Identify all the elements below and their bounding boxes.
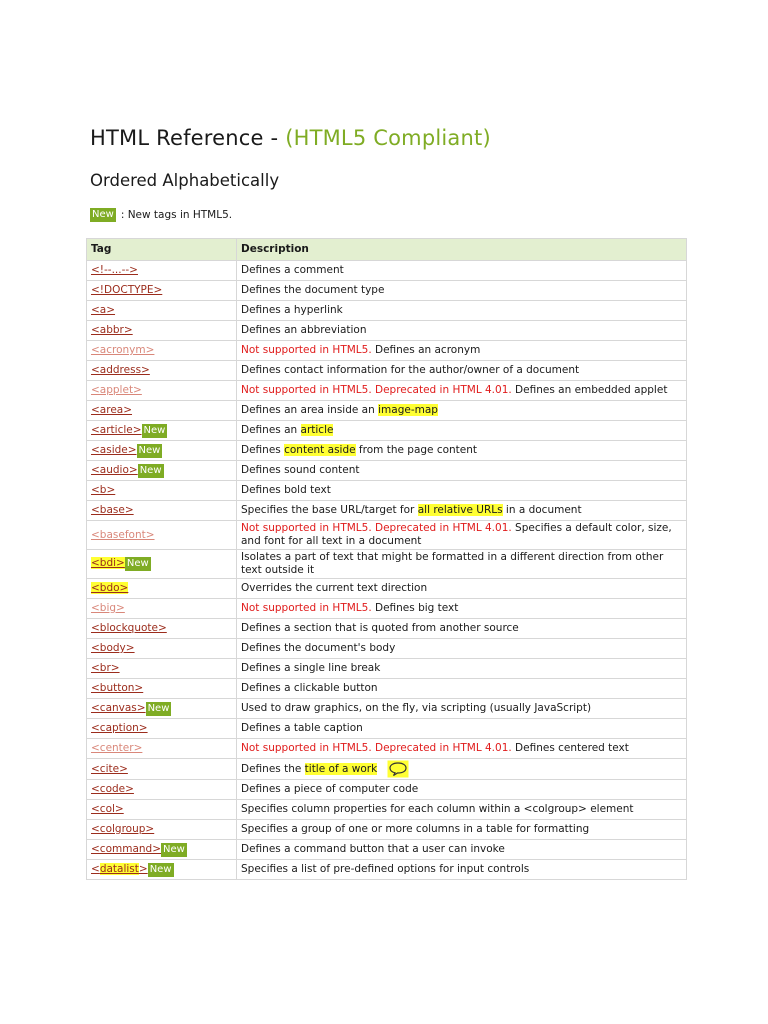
tag-cell (87, 501, 237, 521)
table-row (87, 521, 687, 550)
table-row (87, 361, 687, 381)
table-row (87, 261, 687, 281)
new-badge: New (149, 863, 172, 875)
table-row (87, 659, 687, 679)
description-cell (237, 579, 687, 599)
description-cell (237, 501, 687, 521)
table-row (87, 800, 687, 820)
tag-link[interactable]: <abbr> (91, 324, 133, 336)
description-cell (237, 719, 687, 739)
tag-link[interactable]: <bdo> (91, 582, 129, 594)
description-text: Defines sound content (241, 464, 360, 476)
table-row (87, 441, 687, 461)
description-cell (237, 840, 687, 860)
page-title-accent: (HTML5 Compliant) (285, 126, 491, 150)
tag-link[interactable]: <article> (91, 423, 142, 436)
description-text: Specifies a list of pre-defined options for input controls (241, 863, 530, 875)
tag-cell (87, 639, 237, 659)
table-row (87, 679, 687, 699)
description-text: Defines big text (371, 602, 459, 614)
tag-cell (87, 301, 237, 321)
new-badge: New (163, 843, 185, 855)
support-warning: Not supported in HTML5. Deprecated in HTML 4.01. (241, 384, 512, 396)
description-text: Defines (241, 444, 285, 456)
support-warning: Not supported in HTML5. Deprecated in HTML 4.01. (241, 522, 512, 534)
table-row (87, 501, 687, 521)
tag-cell (87, 550, 237, 579)
description-cell (237, 599, 687, 619)
description-text: Defines contact information for the author/owner of a document (241, 364, 580, 376)
description-cell (237, 759, 687, 780)
new-badge: New (143, 424, 166, 436)
tag-link[interactable]: <base> (91, 504, 134, 516)
table-row (87, 699, 687, 719)
tag-cell (87, 281, 237, 301)
legend-text: : New tags in HTML5. (120, 209, 233, 221)
new-badge: New (92, 209, 114, 220)
highlighted-link[interactable]: article (300, 424, 334, 436)
support-warning: Not supported in HTML5. Deprecated in HTML 4.01. (241, 742, 512, 754)
highlighted-link[interactable]: content aside (284, 444, 356, 456)
tag-link[interactable]: <!DOCTYPE> (91, 284, 163, 296)
tag-cell (87, 699, 237, 719)
tag-link-highlight: datalist (99, 862, 139, 875)
table-row (87, 820, 687, 840)
description-text: Defines an acronym (371, 344, 481, 356)
tag-cell (87, 441, 237, 461)
description-cell (237, 699, 687, 719)
description-text: Defines a clickable button (241, 682, 378, 694)
tag-link[interactable]: <button> (91, 682, 144, 694)
description-text: Isolates a part of text that might be formatted in a different direction from other text outside it (241, 551, 664, 576)
tag-link[interactable]: <body> (91, 642, 135, 654)
tag-cell (87, 321, 237, 341)
description-text: Defines a single line break (241, 662, 381, 674)
tag-link[interactable]: <center> (91, 742, 143, 754)
tag-cell (87, 341, 237, 361)
table-row (87, 321, 687, 341)
description-cell (237, 421, 687, 441)
tag-cell (87, 361, 237, 381)
table-row (87, 401, 687, 421)
description-text: Defines an area inside an (241, 404, 379, 416)
table-row (87, 739, 687, 759)
table-row (87, 281, 687, 301)
description-text: Defines a piece of computer code (241, 783, 419, 795)
tag-cell (87, 800, 237, 820)
tag-cell (87, 481, 237, 501)
table-row (87, 461, 687, 481)
description-cell (237, 800, 687, 820)
table-row (87, 301, 687, 321)
table-row (87, 421, 687, 441)
description-cell (237, 639, 687, 659)
description-text: Defines an (241, 424, 301, 436)
tag-link[interactable]: <acronym> (91, 344, 155, 356)
table-row (87, 860, 687, 880)
description-text: Defines a table caption (241, 722, 363, 734)
description-text: Defines an abbreviation (241, 324, 367, 336)
tag-link[interactable]: <command> (91, 842, 162, 855)
tag-link[interactable]: <area> (91, 404, 133, 416)
page-title (90, 126, 491, 150)
description-cell (237, 860, 687, 880)
description-cell (237, 441, 687, 461)
description-cell (237, 679, 687, 699)
description-cell (237, 361, 687, 381)
page-title-main: HTML Reference - (90, 126, 286, 150)
description-text: from the page content (355, 444, 478, 456)
table-row (87, 759, 687, 780)
tag-cell (87, 521, 237, 550)
description-text: Overrides the current text direction (241, 582, 428, 594)
description-text: Defines a command button that a user can invoke (241, 843, 505, 855)
description-cell (237, 481, 687, 501)
new-badge: New (139, 464, 162, 476)
new-tags-legend (90, 208, 232, 222)
tag-link[interactable]: <colgroup> (91, 823, 155, 835)
description-text: Defines the document type (241, 284, 385, 296)
description-cell (237, 301, 687, 321)
tag-link[interactable]: <!--...--> (91, 264, 138, 276)
tag-cell (87, 719, 237, 739)
support-warning: Not supported in HTML5. (241, 602, 372, 614)
description-cell (237, 461, 687, 481)
tag-cell (87, 679, 237, 699)
tag-cell (87, 840, 237, 860)
table-row (87, 579, 687, 599)
description-text: Used to draw graphics, on the fly, via scripting (usually JavaScript) (241, 702, 592, 714)
table-row (87, 619, 687, 639)
tag-cell (87, 381, 237, 401)
tag-link[interactable]: <audio> (91, 463, 138, 476)
table-row (87, 719, 687, 739)
description-text: Defines a comment (241, 264, 344, 276)
table-row (87, 341, 687, 361)
tag-cell (87, 261, 237, 281)
tag-cell (87, 739, 237, 759)
description-text: Specifies a group of one or more columns in a table for formatting (241, 823, 590, 835)
tag-link[interactable]: <datalist> (91, 862, 148, 875)
tag-link[interactable]: <address> (91, 364, 150, 376)
tag-link[interactable]: <applet> (91, 384, 142, 396)
description-cell (237, 261, 687, 281)
description-text: Specifies a default color, size, and font for all text in a document (241, 522, 672, 547)
tag-link[interactable]: <a> (91, 304, 116, 316)
description-cell (237, 780, 687, 800)
table-row (87, 550, 687, 579)
table-header-row (87, 239, 687, 261)
tag-cell (87, 401, 237, 421)
tag-link[interactable]: <basefont> (91, 528, 155, 541)
tag-cell (87, 579, 237, 599)
description-text: Defines an embedded applet (511, 384, 668, 396)
table-row (87, 481, 687, 501)
tag-cell (87, 421, 237, 441)
description-text: Specifies the base URL/target for (241, 504, 418, 516)
description-text: Defines a section that is quoted from another source (241, 622, 519, 634)
description-cell (237, 550, 687, 579)
description-text: Defines the document's body (241, 642, 396, 654)
description-cell (237, 659, 687, 679)
description-cell (237, 619, 687, 639)
description-cell (237, 521, 687, 550)
description-text: in a document (502, 504, 582, 516)
new-badge: New (138, 444, 161, 456)
highlighted-link[interactable]: image-map (378, 404, 438, 416)
tag-link[interactable]: <b> (91, 484, 116, 496)
table-row (87, 599, 687, 619)
column-header-tag: Tag (87, 239, 237, 261)
description-cell (237, 281, 687, 301)
tag-link[interactable]: <bdi> (91, 557, 125, 569)
new-badge: New (126, 558, 149, 569)
tag-cell (87, 599, 237, 619)
highlighted-link[interactable]: all relative URLs (417, 504, 503, 516)
description-cell (237, 401, 687, 421)
description-text: Specifies column properties for each column within a <colgroup> element (241, 803, 634, 815)
tag-link[interactable]: <caption> (91, 722, 148, 734)
tag-cell (87, 659, 237, 679)
description-text: Defines a hyperlink (241, 304, 343, 316)
tag-link[interactable]: <br> (91, 662, 120, 674)
description-cell (237, 820, 687, 840)
table-row (87, 381, 687, 401)
tag-link[interactable]: <code> (91, 783, 134, 795)
column-header-description: Description (237, 239, 687, 261)
support-warning: Not supported in HTML5. (241, 344, 372, 356)
new-badge: New (147, 702, 170, 714)
tag-link[interactable]: <aside> (91, 443, 137, 456)
description-cell (237, 381, 687, 401)
tag-cell (87, 860, 237, 880)
tag-link[interactable]: <big> (91, 602, 125, 614)
page-subtitle: Ordered Alphabetically (90, 171, 280, 190)
tag-cell (87, 780, 237, 800)
description-text: Defines the (241, 763, 305, 775)
tag-cell (87, 461, 237, 481)
comment-icon[interactable] (387, 760, 409, 778)
table-body (87, 261, 687, 880)
description-cell (237, 739, 687, 759)
description-text: Defines centered text (511, 742, 629, 754)
table-row (87, 639, 687, 659)
tag-link[interactable]: <blockquote> (91, 622, 167, 634)
tag-cell (87, 759, 237, 780)
highlighted-link[interactable]: title of a work (304, 763, 378, 775)
description-cell (237, 341, 687, 361)
html-reference-table (86, 238, 687, 880)
description-cell (237, 321, 687, 341)
table-row (87, 840, 687, 860)
tag-link[interactable]: <canvas> (91, 701, 146, 714)
tag-link[interactable]: <cite> (91, 762, 128, 775)
description-text: Defines bold text (241, 484, 331, 496)
tag-cell (87, 619, 237, 639)
tag-link[interactable]: <col> (91, 803, 124, 815)
tag-cell (87, 820, 237, 840)
table-row (87, 780, 687, 800)
